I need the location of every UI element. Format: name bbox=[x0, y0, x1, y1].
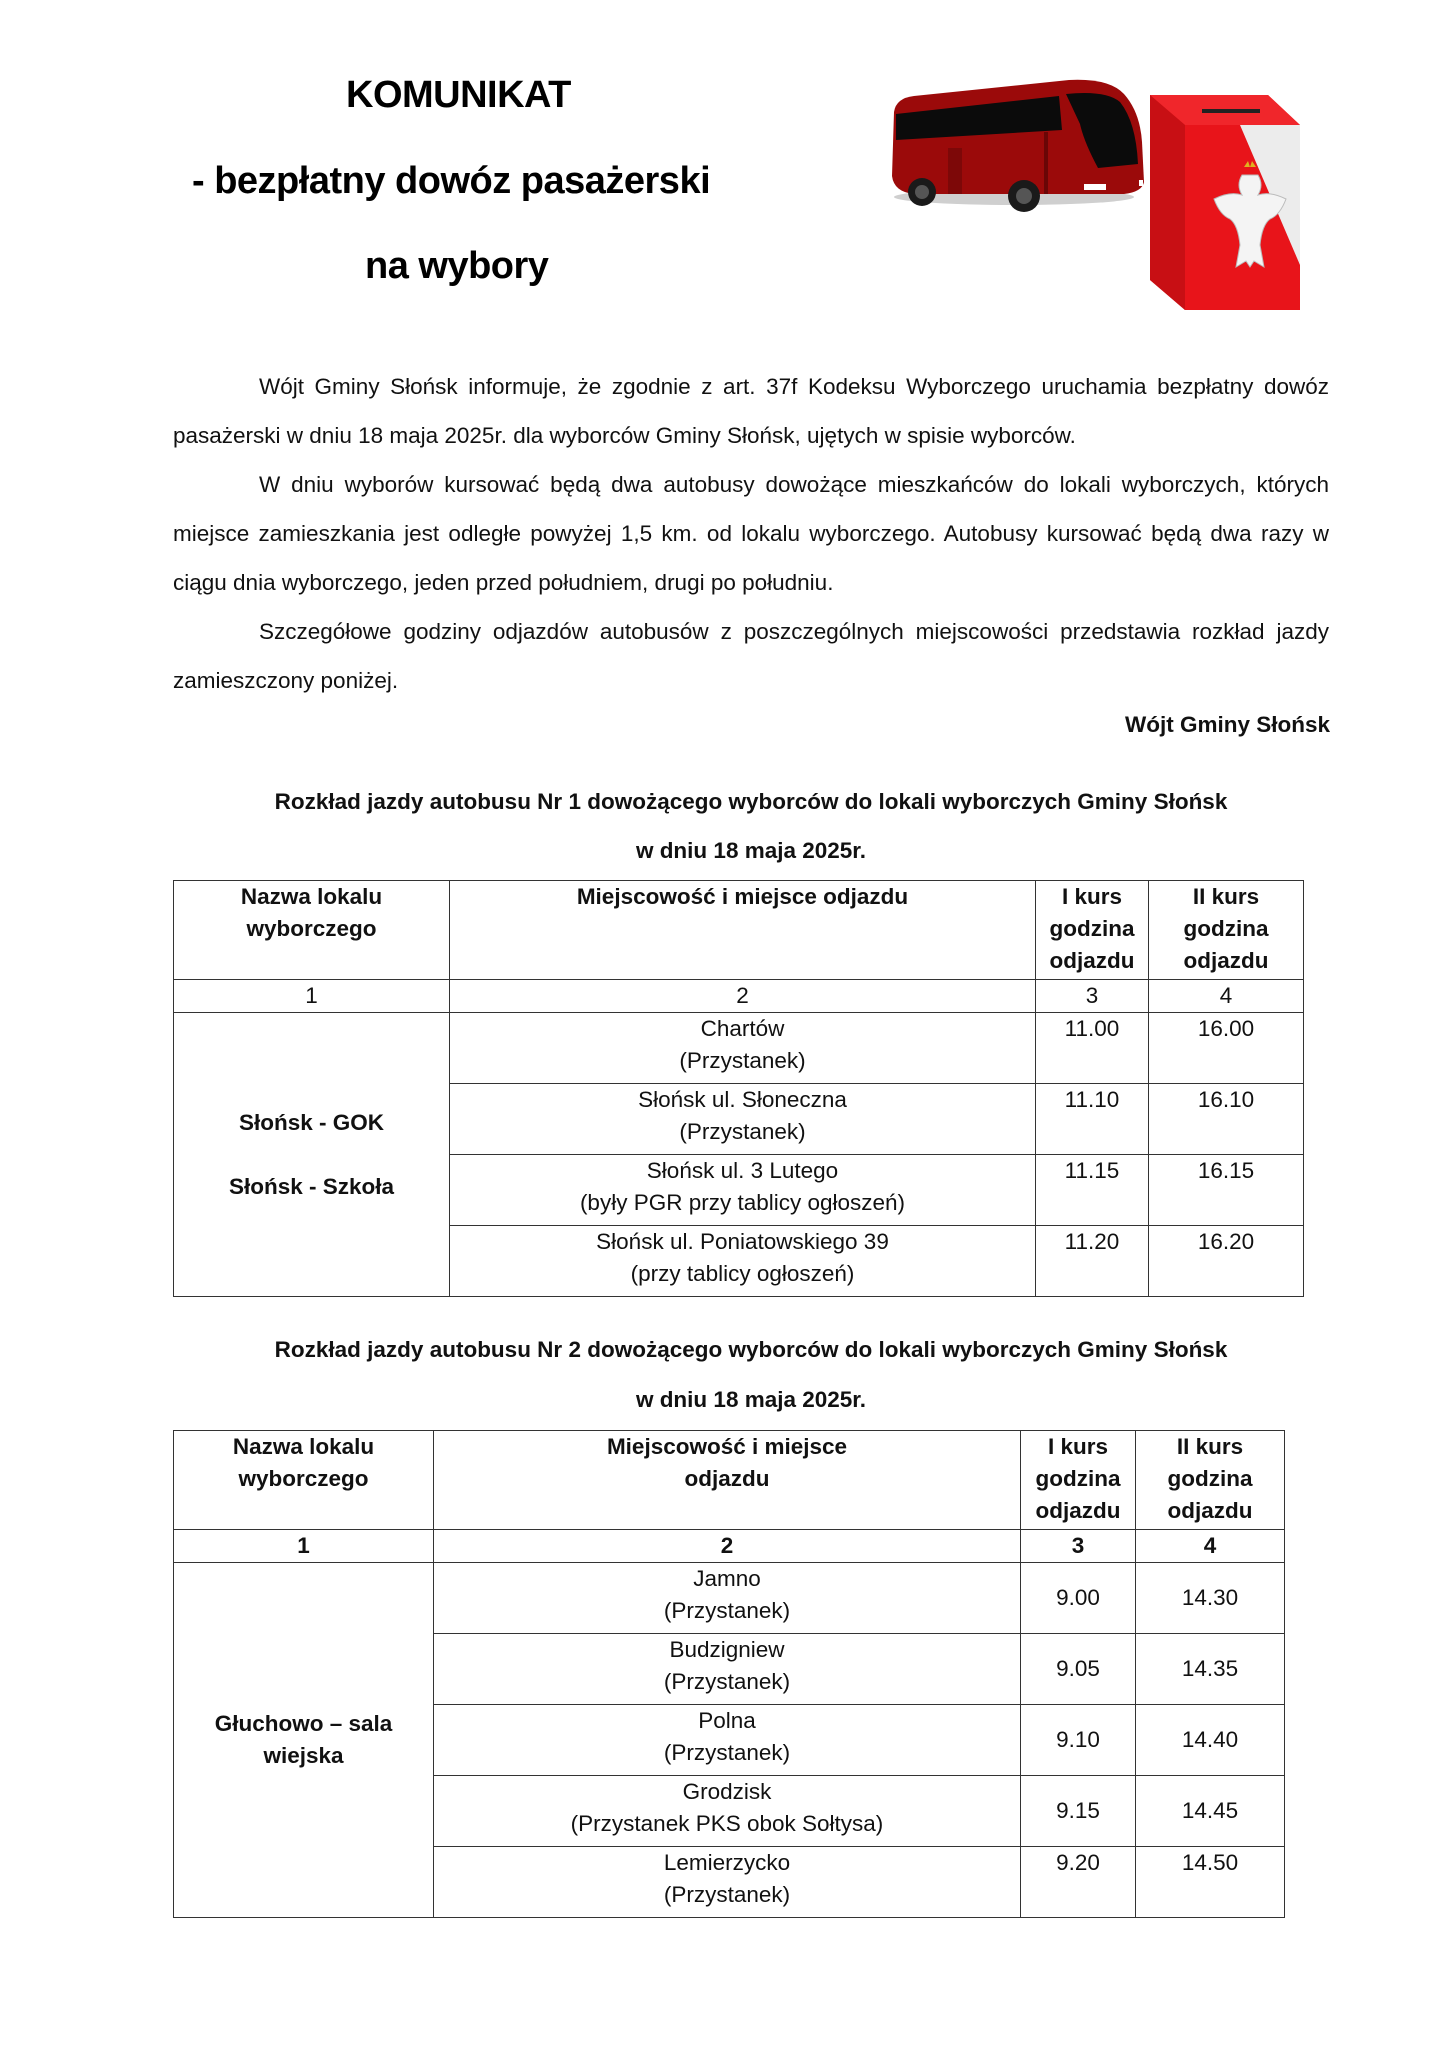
venue-name: Słońsk - Szkoła bbox=[228, 1173, 395, 1199]
column-number: 2 bbox=[434, 1530, 1021, 1563]
table-header-row bbox=[174, 1431, 1285, 1530]
venue-cell bbox=[174, 1563, 434, 1918]
venue-cell bbox=[174, 1013, 450, 1297]
header-place: Miejscowość i miejsce odjazdu bbox=[450, 881, 1036, 980]
schedule1-title: Rozkład jazdy autobusu Nr 1 dowożącego wyborców do lokali wyborczych Gminy Słońsk bbox=[274, 789, 1228, 814]
run1-time: 9.05 bbox=[1021, 1634, 1136, 1705]
schedule1-date: w dniu 18 maja 2025r. bbox=[635, 838, 867, 863]
signature: Wójt Gminy Słońsk bbox=[1124, 712, 1330, 737]
ballot-box-icon bbox=[1150, 95, 1310, 315]
place-cell: Słońsk ul. 3 Lutego (były PGR przy tablicy ogłoszeń) bbox=[450, 1155, 1036, 1226]
column-number: 2 bbox=[450, 980, 1036, 1013]
place-cell: Jamno (Przystanek) bbox=[434, 1563, 1021, 1634]
column-number-row bbox=[174, 1530, 1285, 1563]
run2-time: 14.40 bbox=[1136, 1705, 1285, 1776]
run2-time: 16.20 bbox=[1149, 1226, 1304, 1297]
place-cell: Chartów (Przystanek) bbox=[450, 1013, 1036, 1084]
venue-name: wiejska bbox=[263, 1743, 344, 1768]
run2-time: 14.35 bbox=[1136, 1634, 1285, 1705]
header-run1: I kurs godzina odjazdu bbox=[1036, 881, 1149, 980]
header-place: Miejscowość i miejsce odjazdu bbox=[434, 1431, 1021, 1530]
paragraph-buses: W dniu wyborów kursować będą dwa autobusy dowożące mieszkańców do lokali wyborczych, których miejsce zamieszkania jest odległe powyżej 1,5 km. od lokalu wyborczego. Autobusy kursować będą dwa razy w ciągu dnia wyborczego, jeden przed południem, drugi po południu. bbox=[173, 472, 1329, 595]
run1-time: 11.00 bbox=[1036, 1013, 1149, 1084]
table-row bbox=[174, 1013, 1304, 1084]
title-komunikat: KOMUNIKAT bbox=[346, 74, 571, 116]
header-run1: I kurs godzina odjazdu bbox=[1021, 1431, 1136, 1530]
column-number: 1 bbox=[174, 980, 450, 1013]
header-venue: Nazwa lokalu wyborczego bbox=[174, 1431, 434, 1530]
place-cell: Polna (Przystanek) bbox=[434, 1705, 1021, 1776]
column-number: 3 bbox=[1021, 1530, 1136, 1563]
table-header-row bbox=[174, 881, 1304, 980]
title-na-wybory: na wybory bbox=[365, 245, 549, 287]
run2-time: 14.45 bbox=[1136, 1776, 1285, 1847]
run1-time: 9.00 bbox=[1021, 1563, 1136, 1634]
run1-time: 9.15 bbox=[1021, 1776, 1136, 1847]
venue-name: Głuchowo – sala bbox=[214, 1711, 393, 1736]
schedule1-table bbox=[173, 880, 1304, 1297]
run1-time: 9.10 bbox=[1021, 1705, 1136, 1776]
run2-time: 14.30 bbox=[1136, 1563, 1285, 1634]
column-number: 3 bbox=[1036, 980, 1149, 1013]
bus-icon bbox=[884, 72, 1154, 212]
run1-time: 9.20 bbox=[1021, 1847, 1136, 1918]
schedule2-table bbox=[173, 1430, 1285, 1918]
schedule2-date: w dniu 18 maja 2025r. bbox=[635, 1387, 867, 1412]
place-cell: Budzigniew (Przystanek) bbox=[434, 1634, 1021, 1705]
column-number: 4 bbox=[1149, 980, 1304, 1013]
run1-time: 11.10 bbox=[1036, 1084, 1149, 1155]
column-number: 1 bbox=[174, 1530, 434, 1563]
place-cell: Grodzisk (Przystanek PKS obok Sołtysa) bbox=[434, 1776, 1021, 1847]
schedule2-title: Rozkład jazdy autobusu Nr 2 dowożącego wyborców do lokali wyborczych Gminy Słońsk bbox=[274, 1337, 1228, 1362]
header-run2: II kurs godzina odjazdu bbox=[1136, 1431, 1285, 1530]
place-cell: Słońsk ul. Poniatowskiego 39 (przy tablicy ogłoszeń) bbox=[450, 1226, 1036, 1297]
place-cell: Lemierzycko (Przystanek) bbox=[434, 1847, 1021, 1918]
header-run2: II kurs godzina odjazdu bbox=[1149, 881, 1304, 980]
venue-name: Słońsk - GOK bbox=[238, 1109, 385, 1135]
column-number: 4 bbox=[1136, 1530, 1285, 1563]
paragraph-intro: Wójt Gminy Słońsk informuje, że zgodnie z art. 37f Kodeksu Wyborczego uruchamia bezpłatny dowóz pasażerski w dniu 18 maja 2025r. dla wyborców Gminy Słońsk, ujętych w spisie wyborców. bbox=[173, 374, 1329, 448]
place-cell: Słońsk ul. Słoneczna (Przystanek) bbox=[450, 1084, 1036, 1155]
table-row bbox=[174, 1563, 1285, 1634]
run1-time: 11.15 bbox=[1036, 1155, 1149, 1226]
run2-time: 16.15 bbox=[1149, 1155, 1304, 1226]
paragraph-schedule-note: Szczegółowe godziny odjazdów autobusów z poszczególnych miejscowości przedstawia rozkład jazdy zamieszczony poniżej. bbox=[173, 619, 1329, 693]
title-subtitle: - bezpłatny dowóz pasażerski bbox=[192, 160, 711, 202]
run2-time: 16.00 bbox=[1149, 1013, 1304, 1084]
column-number-row bbox=[174, 980, 1304, 1013]
run1-time: 11.20 bbox=[1036, 1226, 1149, 1297]
run2-time: 16.10 bbox=[1149, 1084, 1304, 1155]
header-venue: Nazwa lokalu wyborczego bbox=[174, 881, 450, 980]
run2-time: 14.50 bbox=[1136, 1847, 1285, 1918]
